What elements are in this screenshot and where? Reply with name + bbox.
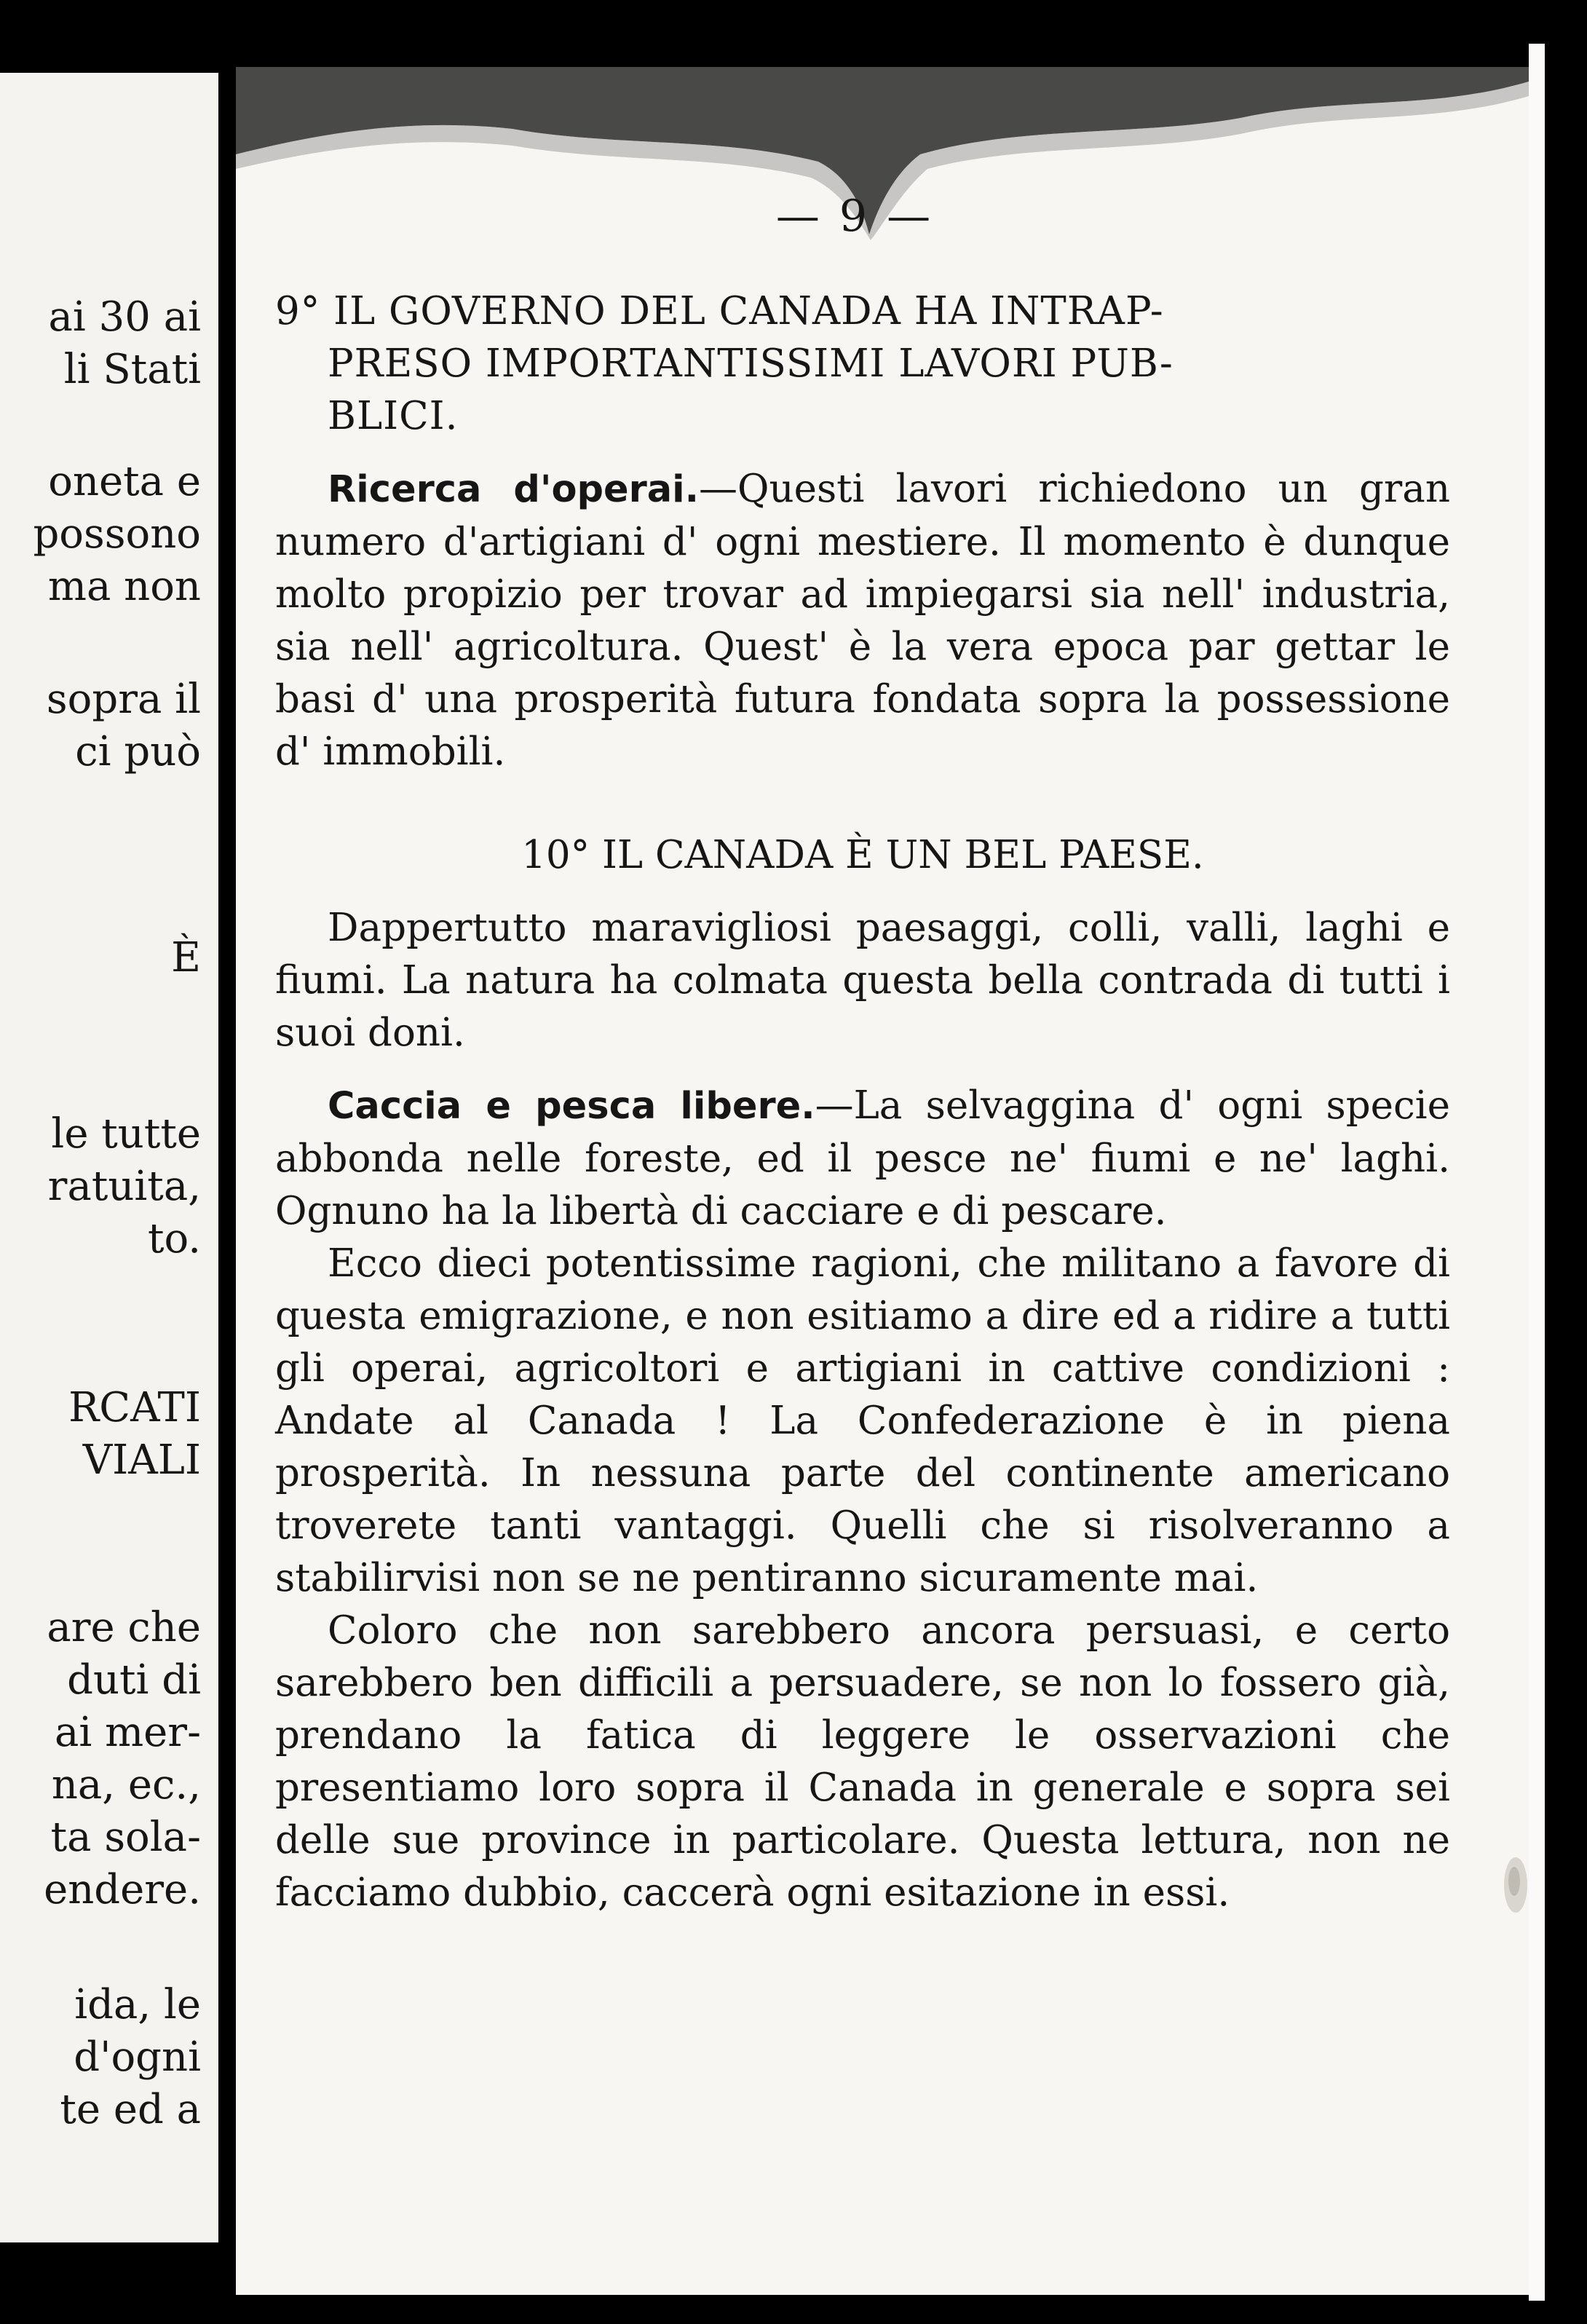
left-line: to. — [147, 1215, 201, 1262]
heading-line: BLICI. — [328, 394, 459, 438]
left-line: le tutte — [51, 1110, 201, 1158]
left-line: ai mer- — [54, 1709, 201, 1756]
left-line: endere. — [44, 1866, 201, 1913]
section-heading-9 — [275, 285, 1450, 443]
left-line: li Stati — [63, 346, 201, 393]
left-line: ida, le — [74, 1981, 201, 2028]
right-page — [236, 67, 1529, 2295]
paragraph-text: —La selvaggina d' ogni specie abbonda nelle foreste, ed il pesce ne' fiumi e ne' laghi. Ognuno ha la libertà di cacciare e di pescare. — [275, 1083, 1450, 1233]
left-line: VIALI — [82, 1436, 201, 1484]
left-line: ta sola- — [50, 1814, 201, 1861]
runin-heading: Caccia e pesca libere. — [328, 1085, 815, 1128]
paper-damage-speck — [1501, 1852, 1529, 1918]
left-line: possono — [33, 510, 201, 558]
paragraph-coloro: Coloro che non sarebbero ancora persuasi, e certo sarebbero ben difficili a persuadere, se non lo fossero già, prendano la fatica di leggere le osservazioni che presentiamo loro sopra il Canada in generale e sopra sei delle sue province in particolare. Questa lettura, non ne facciamo dubbio, caccerà ogni esitazione in essi. — [275, 1608, 1450, 1915]
left-line: sopra il — [46, 676, 201, 723]
left-line: te ed a — [60, 2086, 201, 2133]
left-line: duti di — [67, 1656, 201, 1704]
left-line: È — [171, 934, 201, 981]
page-number: — 9 — — [775, 191, 934, 242]
left-line: ci può — [75, 728, 201, 775]
paragraph-ricerca — [275, 463, 1450, 778]
left-line: d'ogni — [74, 2034, 201, 2081]
paragraph-text: —Questi lavori richiedono un gran numero d'artigiani d' ogni mestiere. Il momento è dunque molto propizio per trovar ad impiegarsi sia nell' industria, sia nell' agricoltura. Quest' è la vera epoca par gettar le basi d' una prosperità futura fondata sopra la possessione d' immobili. — [275, 467, 1450, 774]
heading-line: PRESO IMPORTANTISSIMI LAVORI PUB- — [328, 341, 1174, 386]
left-line: ma non — [47, 563, 201, 610]
book-gutter — [218, 0, 236, 2324]
left-line: ai 30 ai — [48, 293, 201, 341]
body-text — [275, 285, 1450, 1919]
runin-heading: Ricerca d'operai. — [328, 468, 700, 511]
paragraph-ecco: Ecco dieci potentissime ragioni, che militano a favore di questa emigrazione, e non esitiamo a dire ed a ridire a tutti gli operai, agricoltori e artigiani in cattive condizioni : Andate al Canada ! La Confederazione è in piena prosperità. In nessuna parte del continente americano troverete tanti vantaggi. Quelli che si risolveranno a stabilirvisi non se ne pentiranno sicuramente mai. — [275, 1241, 1450, 1600]
section-heading-10: 10° IL CANADA È UN BEL PAESE. — [521, 833, 1204, 877]
left-line: ratuita, — [47, 1163, 201, 1210]
left-line: oneta e — [48, 458, 201, 505]
left-line: are che — [47, 1604, 201, 1651]
paragraph-dappertutto: Dappertutto maravigliosi paesaggi, colli, valli, laghi e fiumi. La natura ha colmata questa bella contrada di tutti i suoi doni. — [275, 906, 1450, 1055]
left-line: RCATI — [68, 1384, 201, 1431]
left-line: na, ec., — [51, 1761, 201, 1809]
heading-line: 9° IL GOVERNO DEL CANADA HA INTRAP- — [275, 289, 1164, 333]
left-page-fragment — [0, 73, 218, 2242]
paragraph-caccia — [275, 1080, 1450, 1238]
page-edge — [1529, 44, 1545, 2301]
